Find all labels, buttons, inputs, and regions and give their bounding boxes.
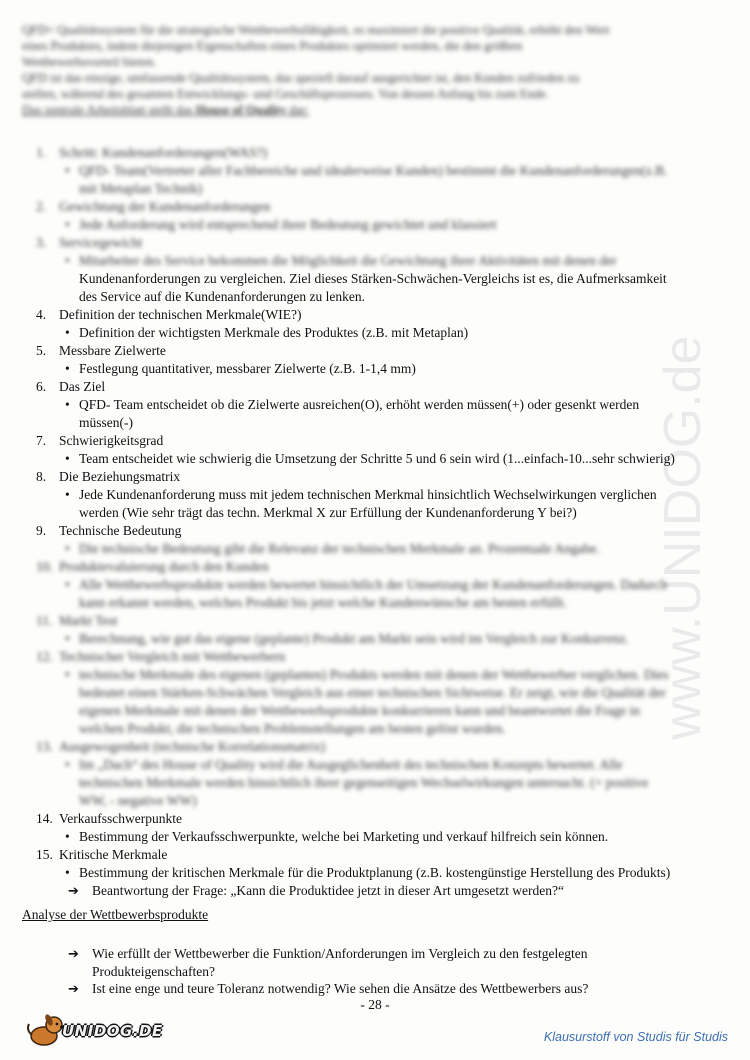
footer-tagline: Klausurstoff von Studis für Studis [543,1030,728,1044]
step-title: 7. Schwierigkeitsgrad [36,433,164,448]
step-title: 3. Servicegewicht [36,235,143,250]
bullet-item: • QFD- Team(Vertreter aller Fachbereiche und idealerweise Kunden) bestimmt die Kundenanforderungen(z.B. mit Metaplan Technik) [65,163,668,196]
step-12 [22,648,737,738]
step-5 [22,342,737,378]
step-title: 4. Definition der technischen Merkmale(WIE?) [36,307,302,322]
step-3 [22,234,737,306]
section-heading: Analyse der Wettbewerbsprodukte [22,907,209,922]
bullet-item: • Festlegung quantitativer, messbarer Zielwerte (z.B. 1-1,4 mm) [65,361,416,376]
bullet-item: • QFD- Team entscheidet ob die Zielwerte ausreichen(O), erhöht werden müssen(+) oder gesenkt werden müssen(-) [65,397,640,430]
intro-line: QFD ist das einzige, umfassende Qualitätssystem, das speziell darauf ausgerichtet ist, den Kunden zufrieden zu [22,71,580,85]
step-title: 8. Die Beziehungsmatrix [36,469,181,484]
bullet-item: • technische Merkmale des eigenen (geplanten) Produkts werden mit denen der Wettbewerber verglichen. Dies bedeutet einen Stärken-Schwächen Vergleich aus einer technischen Sichtweise. Er zeigt, wie die Qualität der eigenen Merkmale mit denen der Wettbewerbsprodukte konkurrieren kann und beantwortet die Frage in welchen Produkt, die technischen Problemstellungen am besten gelöst wurden. [65,667,669,736]
bullet-item: • Alle Wettbewerbsprodukte werden bewertet hinsichtlich der Umsetzung der Kundenanforderungen. Dadurch kann erkannt werden, welches Produkt bis jetzt welche Kundenwünsche am besten erfüllt. [65,577,667,610]
arrow-icon: ➔ [68,982,79,997]
bullet-item: • Berechnung, wie gut das eigene (geplante) Produkt am Markt sein wird im Vergleich zur Konkurrenz. [65,631,629,646]
step-9 [22,522,737,558]
intro-text: dar: [286,103,309,117]
logo-text: UNIDOG.DE [62,1022,163,1040]
intro-paragraph [22,22,737,118]
bullet-item: • Team entscheidet wie schwierig die Umsetzung der Schritte 5 und 6 sein wird (1...einfach-10...sehr schwierig) [65,451,675,466]
step-title: 5. Messbare Zielwerte [36,343,166,358]
step-title: 12. Technischer Vergleich mit Wettbewerbern [36,649,286,664]
step-1 [22,144,737,198]
analysis-list [22,945,737,998]
step-11 [22,612,737,648]
qfd-steps-list [22,144,737,901]
arrow-item: ➔ Beantwortung der Frage: „Kann die Produktidee jetzt in dieser Art umgesetzt werden?“ [68,883,564,899]
step-13 [22,738,737,810]
step-10 [22,558,737,612]
arrow-item: ➔ Wie erfüllt der Wettbewerber die Funktion/Anforderungen im Vergleich zu den festgelegten Produkteigenschaften? [68,946,588,979]
step-title: 11. Markt Test [36,613,118,628]
step-4 [22,306,737,342]
intro-line: QFD= Qualitätssystem für die strategische Wettbewerbsfähigkeit, es maximiert die positive Qualität, erhöht den Wert [22,23,610,37]
step-15 [22,846,737,901]
bullet-item: • Definition der wichtigsten Merkmale des Produktes (z.B. mit Metaplan) [65,325,469,340]
bullet-item: • Im „Dach“ des House of Quality wird die Ausgeglichenheit des technischen Konzepts bewertet. Alle technischen Merkmale werden hinsichtlich ihrer gegenseitigen Wechselwirkungen untersucht. (+ positive WW, - negative WW) [65,757,649,808]
bullet-item: • Bestimmung der kritischen Merkmale für die Produktplanung (z.B. kostengünstige Herstellung des Produkts) [65,865,671,880]
step-8 [22,468,737,522]
arrow-icon: ➔ [68,884,79,899]
step-title: 15. Kritische Merkmale [36,847,168,862]
step-title: 10. Produktevaluierung durch den Kunden [36,559,269,574]
watermark-text: www.UNIDOG.de [654,335,712,740]
step-2 [22,198,737,234]
step-14 [22,810,737,846]
page-number: - 28 - [360,997,390,1012]
intro-text: Das zentrale Arbeitsblatt stellt das [22,103,196,117]
step-7 [22,432,737,468]
arrow-item: ➔ Ist eine enge und teure Toleranz notwendig? Wie sehen die Ansätze des Wettbewerbers aus? [68,981,589,997]
step-title: 13. Ausgewogenheit (technische Korrelationsmatrix) [36,739,326,754]
arrow-icon: ➔ [68,947,79,962]
bullet-item: • Jede Kundenanforderung muss mit jedem technischen Merkmal hinsichtlich Wechselwirkungen verglichen werden (Wie sehr trägt das techn. Merkmal X zur Erfüllung der Kundenanforderung Y bei?) [65,487,657,520]
intro-line: eines Produktes, indem diejenigen Eigenschaften eines Produktes optimiert werden, die den größten [22,39,523,53]
step-title: 1. Schritt: Kundenanforderungen(WAS?) [36,145,268,160]
intro-line: stellen, während des gesamten Entwicklungs- und Geschäftsprozesses. Von dessen Anfang bis zum Ende. [22,87,549,101]
intro-line [22,102,737,118]
step-title: 6. Das Ziel [36,379,106,394]
bullet-item: • Mitarbeiter des Service bekommen die Möglichkeit die Gewichtung ihrer Aktivitäten mit denen der Kundenanforderungen zu vergleichen. Ziel dieses Stärken-Schwächen-Vergleichs ist es, die Aufmerksamkeit des Service auf die Kundenanforderungen zu lenken. [65,253,667,304]
step-6 [22,378,737,432]
bullet-item: • Bestimmung der Verkaufsschwerpunkte, welche bei Marketing und verkauf hilfreich sein können. [65,829,609,844]
step-title: 14. Verkaufsschwerpunkte [36,811,182,826]
house-of-quality-term: House of Quality [195,103,287,117]
bullet-item: • Jede Anforderung wird entsprechend ihrer Bedeutung gewichtet und klassiert [65,217,497,232]
step-title: 2. Gewichtung der Kundenanforderungen [36,199,271,214]
step-title: 9. Technische Bedeutung [36,523,182,538]
intro-line: Wettbewerbsvorteil bieten. [22,55,157,69]
bullet-item: • Die technische Bedeutung gibt die Relevanz der technischen Merkmale an. Prozentuale Angabe. [65,541,600,556]
